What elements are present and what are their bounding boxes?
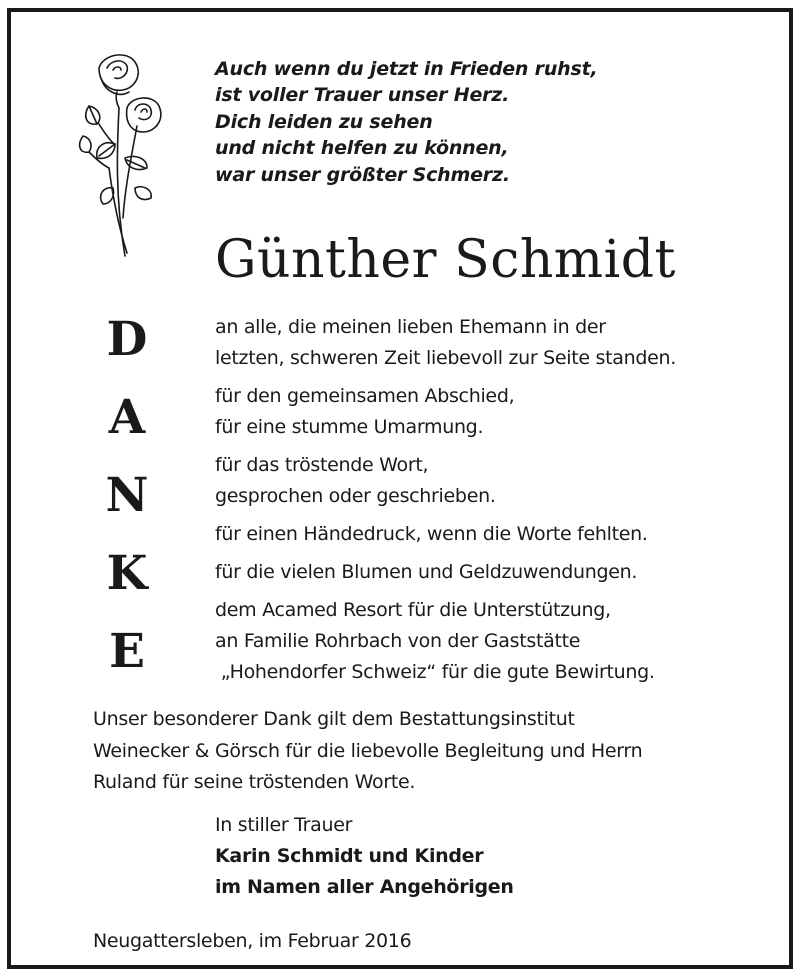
danke-letter: N: [105, 468, 149, 523]
poem-line: ist voller Trauer unser Herz.: [215, 84, 510, 107]
signature-intro: In stiller Trauer: [215, 814, 353, 836]
thanks-line: für das tröstende Wort,: [215, 454, 429, 476]
thanks-line: für die vielen Blumen und Geldzuwendungen.: [215, 561, 638, 583]
rose-icon: [69, 48, 169, 260]
thanks-group: [215, 450, 676, 512]
signature-block: [215, 810, 514, 903]
thanks-group: [215, 557, 676, 588]
danke-letter: K: [106, 546, 148, 601]
thanks-group: [215, 595, 676, 688]
special-thanks-line: Ruland für seine tröstenden Worte.: [93, 771, 416, 793]
thanks-list: [215, 312, 676, 695]
thanks-line: gesprochen oder geschrieben.: [215, 485, 496, 507]
poem-line: und nicht helfen zu können,: [215, 137, 509, 160]
special-thanks-paragraph: [93, 704, 793, 799]
special-thanks-line: Unser besonderer Dank gilt dem Bestattungsinstitut: [93, 708, 575, 730]
thanks-line: dem Acamed Resort für die Unterstützung,: [215, 599, 611, 621]
thanks-line: letzten, schweren Zeit liebevoll zur Seite standen.: [215, 347, 677, 369]
memorial-poem: [215, 56, 598, 188]
poem-line: war unser größter Schmerz.: [215, 163, 510, 186]
poem-line: Auch wenn du jetzt in Frieden ruhst,: [215, 58, 598, 80]
obituary-notice: [7, 8, 793, 969]
thanks-line: für den gemeinsamen Abschied,: [215, 385, 515, 407]
place-date: Neugattersleben, im Februar 2016: [93, 930, 412, 952]
thanks-line: an alle, die meinen lieben Ehemann in der: [215, 316, 606, 338]
danke-vertical-word: [97, 312, 157, 702]
deceased-name: Günther Schmidt: [215, 230, 676, 290]
thanks-group: [215, 381, 676, 443]
poem-line: Dich leiden zu sehen: [215, 110, 433, 133]
thanks-line: „Hohendorfer Schweiz“ für die gute Bewirtung.: [215, 661, 655, 683]
danke-letter: E: [109, 624, 145, 679]
thanks-group: [215, 519, 676, 550]
special-thanks-line: Weinecker & Görsch für die liebevolle Begleitung und Herrn: [93, 739, 643, 762]
danke-letter: A: [108, 390, 146, 445]
danke-letter: D: [106, 312, 148, 367]
thanks-line: für einen Händedruck, wenn die Worte fehlten.: [215, 523, 648, 545]
thanks-line: für eine stumme Umarmung.: [215, 416, 484, 438]
thanks-group: [215, 312, 676, 374]
thanks-line: an Familie Rohrbach von der Gaststätte: [215, 630, 581, 652]
signature-name: Karin Schmidt und Kinder: [215, 845, 484, 867]
signature-relatives: im Namen aller Angehörigen: [215, 876, 514, 898]
